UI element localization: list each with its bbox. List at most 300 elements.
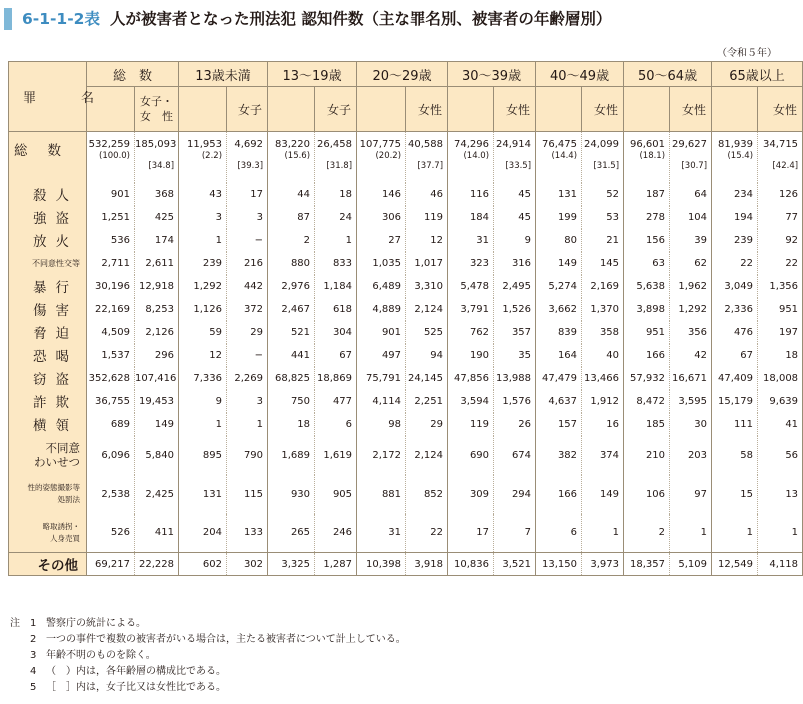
value-number: 64 (694, 188, 708, 200)
value-number: 2,467 (281, 303, 311, 315)
value-cell (582, 206, 624, 229)
age-group-header: 13歳未満 (179, 62, 268, 87)
value-number: 239 (202, 257, 223, 269)
value-number: 74,296 (454, 139, 490, 150)
crime-name-cell: 恐喝 (9, 344, 87, 367)
value-number: 382 (557, 449, 578, 461)
value-number: 1 (215, 234, 223, 246)
value-number: 1,576 (502, 395, 532, 407)
value-number: 7 (524, 527, 532, 539)
value-cell (357, 344, 406, 367)
value-cell (494, 275, 536, 298)
value-cell (268, 275, 315, 298)
value-cell (179, 183, 227, 206)
age-group-header: 40～49歳 (536, 62, 624, 87)
value-number: 185 (645, 418, 666, 430)
value-number: 13,466 (584, 372, 620, 384)
value-number: 3 (215, 211, 223, 223)
value-cell (494, 229, 536, 252)
value-cell (712, 514, 758, 553)
value-number: 43 (209, 188, 223, 200)
value-number: 358 (599, 326, 620, 338)
value-cell (670, 229, 712, 252)
value-number: 323 (469, 257, 490, 269)
value-number: 12 (430, 234, 444, 246)
value-cell (758, 475, 803, 514)
crime-name-cell: 不同意 わいせつ (9, 436, 87, 475)
value-cell (670, 413, 712, 436)
value-cell (448, 344, 494, 367)
value-number: 184 (469, 211, 490, 223)
value-number: 22,228 (139, 558, 175, 570)
value-cell (268, 553, 315, 576)
value-cell (315, 413, 357, 436)
value-number: 6,489 (372, 280, 402, 292)
value-number: 115 (243, 488, 264, 500)
value-number: 13,988 (496, 372, 532, 384)
value-cell (87, 514, 135, 553)
value-number: 13,150 (542, 558, 578, 570)
value-cell (135, 132, 179, 183)
value-cell (268, 298, 315, 321)
value-number: 3,325 (281, 558, 311, 570)
value-number: 901 (381, 326, 402, 338)
value-number: 1,689 (281, 449, 311, 461)
value-cell (227, 475, 268, 514)
value-cell (357, 514, 406, 553)
value-number: 5,109 (678, 558, 708, 570)
value-cell (315, 252, 357, 275)
ratio-value: (15.6) (284, 151, 311, 161)
value-number: 839 (557, 326, 578, 338)
value-number: 246 (332, 527, 353, 539)
value-number: 81,939 (718, 139, 754, 150)
value-number: 1 (345, 234, 353, 246)
value-number: 294 (511, 488, 532, 500)
value-cell (227, 321, 268, 344)
value-number: 58 (740, 449, 754, 461)
notes-label: 注 (10, 618, 20, 629)
value-number: 2,976 (281, 280, 311, 292)
value-cell (582, 367, 624, 390)
value-number: 618 (332, 303, 353, 315)
age-group-header: 50～64歳 (624, 62, 712, 87)
value-cell (227, 252, 268, 275)
value-cell (406, 206, 448, 229)
female-subheader: 女子 (315, 87, 357, 132)
value-number: 3,898 (636, 303, 666, 315)
ratio-value: (14.4) (551, 151, 578, 161)
value-cell (536, 367, 582, 390)
value-cell (582, 321, 624, 344)
value-cell (135, 413, 179, 436)
value-cell (712, 475, 758, 514)
value-number: 525 (423, 326, 444, 338)
value-cell (494, 514, 536, 553)
value-cell (87, 321, 135, 344)
value-number: 1,537 (101, 349, 130, 361)
note-text: ［ ］内は，女子比又は女性比である。 (46, 682, 226, 693)
value-number: 881 (381, 488, 402, 500)
value-number: 119 (423, 211, 444, 223)
value-number: 2 (303, 234, 311, 246)
value-cell (536, 132, 582, 183)
value-number: 762 (469, 326, 490, 338)
value-number: 1,287 (323, 558, 353, 570)
value-cell (624, 275, 670, 298)
crime-name-cell: 脅迫 (9, 321, 87, 344)
value-cell (624, 229, 670, 252)
value-cell (268, 206, 315, 229)
value-number: 6 (345, 418, 353, 430)
ratio-value: (14.0) (463, 151, 490, 161)
value-cell (712, 344, 758, 367)
value-cell (227, 390, 268, 413)
value-cell (536, 183, 582, 206)
value-number: 75,791 (366, 372, 402, 384)
value-number: 2,711 (101, 257, 130, 269)
female-subheader: 女性 (582, 87, 624, 132)
value-cell (227, 183, 268, 206)
value-cell (448, 132, 494, 183)
value-cell (406, 321, 448, 344)
value-cell (315, 436, 357, 475)
value-cell (448, 514, 494, 553)
value-cell (758, 413, 803, 436)
value-cell (179, 344, 227, 367)
value-number: 31 (476, 234, 490, 246)
value-cell (87, 206, 135, 229)
value-number: 98 (388, 418, 402, 430)
table-row (9, 413, 803, 436)
value-cell (179, 390, 227, 413)
value-cell (582, 275, 624, 298)
value-cell (536, 475, 582, 514)
value-number: 497 (381, 349, 402, 361)
value-cell (582, 436, 624, 475)
value-number: 309 (469, 488, 490, 500)
value-number: 352,628 (88, 372, 130, 384)
value-cell (494, 252, 536, 275)
value-cell (268, 252, 315, 275)
value-cell (87, 367, 135, 390)
value-number: 304 (332, 326, 353, 338)
ratio-value: (2.2) (201, 151, 223, 161)
ratio-value: [34.8] (148, 161, 175, 171)
value-number: 1,619 (323, 449, 353, 461)
age-all-subheader (179, 87, 227, 132)
value-number: 2,336 (724, 303, 754, 315)
value-number: 18,357 (630, 558, 666, 570)
value-number: 2,172 (372, 449, 402, 461)
value-cell (758, 436, 803, 475)
value-cell (536, 252, 582, 275)
value-cell (406, 229, 448, 252)
value-number: 316 (511, 257, 532, 269)
value-cell (227, 367, 268, 390)
value-number: 41 (785, 418, 799, 430)
value-cell (670, 390, 712, 413)
value-cell (448, 206, 494, 229)
value-number: 76,475 (542, 139, 578, 150)
value-number: 24,914 (496, 139, 532, 150)
value-number: 1,912 (590, 395, 620, 407)
value-number: 1,251 (101, 211, 130, 223)
value-number: 2,124 (414, 449, 444, 461)
value-number: 92 (785, 234, 799, 246)
note-number: 5 (30, 682, 37, 693)
value-number: 42 (694, 349, 708, 361)
value-cell (179, 206, 227, 229)
value-cell (582, 229, 624, 252)
value-cell (135, 275, 179, 298)
value-cell (448, 367, 494, 390)
value-cell (536, 553, 582, 576)
value-number: 145 (599, 257, 620, 269)
value-cell (582, 475, 624, 514)
value-number: 833 (332, 257, 353, 269)
era-label: （令和５年） (717, 48, 777, 59)
value-number: 930 (290, 488, 311, 500)
value-cell (670, 514, 712, 553)
value-number: 602 (202, 558, 223, 570)
value-cell (712, 132, 758, 183)
value-cell (227, 206, 268, 229)
value-cell (227, 553, 268, 576)
value-cell (179, 321, 227, 344)
value-cell (448, 298, 494, 321)
value-cell (448, 436, 494, 475)
value-cell (494, 436, 536, 475)
value-number: 22,169 (95, 303, 130, 315)
value-cell (448, 390, 494, 413)
value-cell (227, 413, 268, 436)
value-number: 3,973 (590, 558, 620, 570)
female-subheader: 女性 (406, 87, 448, 132)
value-number: 1,035 (372, 257, 402, 269)
value-cell (712, 413, 758, 436)
value-cell (315, 298, 357, 321)
value-number: 1 (215, 418, 223, 430)
value-number: 21 (606, 234, 620, 246)
value-number: 3,310 (414, 280, 444, 292)
value-cell (494, 553, 536, 576)
value-cell (357, 367, 406, 390)
value-cell (135, 206, 179, 229)
value-cell (712, 321, 758, 344)
value-cell (670, 252, 712, 275)
value-number: 63 (652, 257, 666, 269)
value-cell (670, 436, 712, 475)
value-number: 11,953 (187, 139, 223, 150)
value-number: 1,356 (769, 280, 799, 292)
value-cell (268, 183, 315, 206)
value-number: 30 (694, 418, 708, 430)
value-cell (758, 514, 803, 553)
value-number: 526 (110, 527, 130, 539)
value-cell (670, 553, 712, 576)
value-number: 18 (297, 418, 311, 430)
value-number: 15,179 (718, 395, 754, 407)
value-number: 9 (524, 234, 532, 246)
crime-name-cell: 詐欺 (9, 390, 87, 413)
table-title-text: 人が被害者となった刑法犯 認知件数（主な罪名別、被害者の年齢層別） (109, 10, 612, 28)
crime-name-cell: 暴行 (9, 275, 87, 298)
value-number: 185,093 (135, 139, 177, 150)
value-cell (179, 413, 227, 436)
value-cell (406, 475, 448, 514)
value-cell (670, 275, 712, 298)
value-number: 302 (243, 558, 264, 570)
value-cell (582, 413, 624, 436)
value-cell (670, 132, 712, 183)
value-number: 204 (202, 527, 223, 539)
value-cell (758, 321, 803, 344)
value-cell (406, 367, 448, 390)
value-number: 5,274 (548, 280, 578, 292)
value-cell (670, 206, 712, 229)
value-cell (712, 229, 758, 252)
value-number: 411 (154, 527, 175, 539)
value-cell (179, 132, 227, 183)
table-row (9, 321, 803, 344)
ratio-value: [42.4] (772, 161, 799, 171)
value-cell (624, 367, 670, 390)
value-cell (448, 553, 494, 576)
value-number: 119 (469, 418, 490, 430)
value-number: 12,918 (139, 280, 175, 292)
value-number: 3,595 (678, 395, 708, 407)
value-cell (624, 252, 670, 275)
value-cell (406, 390, 448, 413)
value-cell (357, 413, 406, 436)
value-number: 3,521 (502, 558, 532, 570)
value-cell (670, 367, 712, 390)
value-number: 951 (645, 326, 666, 338)
value-number: 3 (256, 211, 264, 223)
value-number: 34,715 (763, 139, 799, 150)
value-cell (268, 132, 315, 183)
value-number: 96,601 (630, 139, 666, 150)
value-cell (179, 229, 227, 252)
value-cell (135, 321, 179, 344)
value-number: 18 (785, 349, 799, 361)
value-cell (758, 183, 803, 206)
value-cell (179, 553, 227, 576)
value-cell (268, 475, 315, 514)
value-number: 52 (606, 188, 620, 200)
value-number: 29 (250, 326, 264, 338)
value-cell (536, 321, 582, 344)
value-cell (268, 514, 315, 553)
ratio-value: [30.7] (681, 161, 708, 171)
value-number: 29,627 (672, 139, 708, 150)
value-number: 67 (740, 349, 754, 361)
value-cell (536, 390, 582, 413)
value-cell (87, 436, 135, 475)
crime-statistics-table (8, 61, 803, 576)
value-cell (227, 298, 268, 321)
value-cell (135, 475, 179, 514)
value-cell (624, 206, 670, 229)
value-number: 45 (518, 211, 532, 223)
value-cell (406, 183, 448, 206)
value-cell (494, 475, 536, 514)
value-cell (179, 367, 227, 390)
value-cell (536, 344, 582, 367)
value-cell (670, 344, 712, 367)
value-number: 532,259 (88, 139, 130, 150)
value-cell (670, 183, 712, 206)
value-number: 895 (202, 449, 223, 461)
value-cell (357, 298, 406, 321)
value-cell (406, 298, 448, 321)
value-cell (268, 229, 315, 252)
value-number: 13 (785, 488, 799, 500)
value-number: 68,825 (275, 372, 311, 384)
value-cell (87, 252, 135, 275)
value-number: 1,962 (678, 280, 708, 292)
value-number: 104 (687, 211, 708, 223)
value-number: 10,398 (366, 558, 402, 570)
table-row (9, 344, 803, 367)
crime-name-cell: 放火 (9, 229, 87, 252)
female-subheader: 女性 (670, 87, 712, 132)
value-cell (670, 321, 712, 344)
value-number: 2,495 (502, 280, 532, 292)
value-number: 30,196 (95, 280, 130, 292)
value-cell (135, 229, 179, 252)
table-row (9, 367, 803, 390)
value-number: 53 (606, 211, 620, 223)
value-cell (624, 321, 670, 344)
value-cell (536, 298, 582, 321)
value-number: 880 (290, 257, 311, 269)
table-body (9, 132, 803, 576)
age-all-subheader (624, 87, 670, 132)
value-number: 6 (570, 527, 578, 539)
value-cell (758, 132, 803, 183)
value-number: 8,472 (636, 395, 666, 407)
value-cell (179, 514, 227, 553)
value-number: 36,755 (95, 395, 130, 407)
value-cell (315, 183, 357, 206)
value-cell (268, 436, 315, 475)
value-number: 674 (511, 449, 532, 461)
value-number: 372 (243, 303, 264, 315)
value-cell (315, 514, 357, 553)
value-cell (712, 367, 758, 390)
value-number: 12,549 (718, 558, 754, 570)
value-number: 234 (733, 188, 754, 200)
value-number: 18,008 (763, 372, 799, 384)
value-number: 77 (785, 211, 799, 223)
value-number: 951 (778, 303, 799, 315)
value-cell (315, 132, 357, 183)
value-number: 166 (645, 349, 666, 361)
ratio-value: [39.3] (237, 161, 264, 171)
value-cell (582, 252, 624, 275)
value-cell (582, 183, 624, 206)
value-cell (494, 390, 536, 413)
value-cell (135, 390, 179, 413)
value-number: 750 (290, 395, 311, 407)
value-cell (712, 436, 758, 475)
value-number: 31 (388, 527, 402, 539)
value-number: 199 (557, 211, 578, 223)
value-number: 4,509 (101, 326, 130, 338)
value-number: 8,253 (145, 303, 175, 315)
